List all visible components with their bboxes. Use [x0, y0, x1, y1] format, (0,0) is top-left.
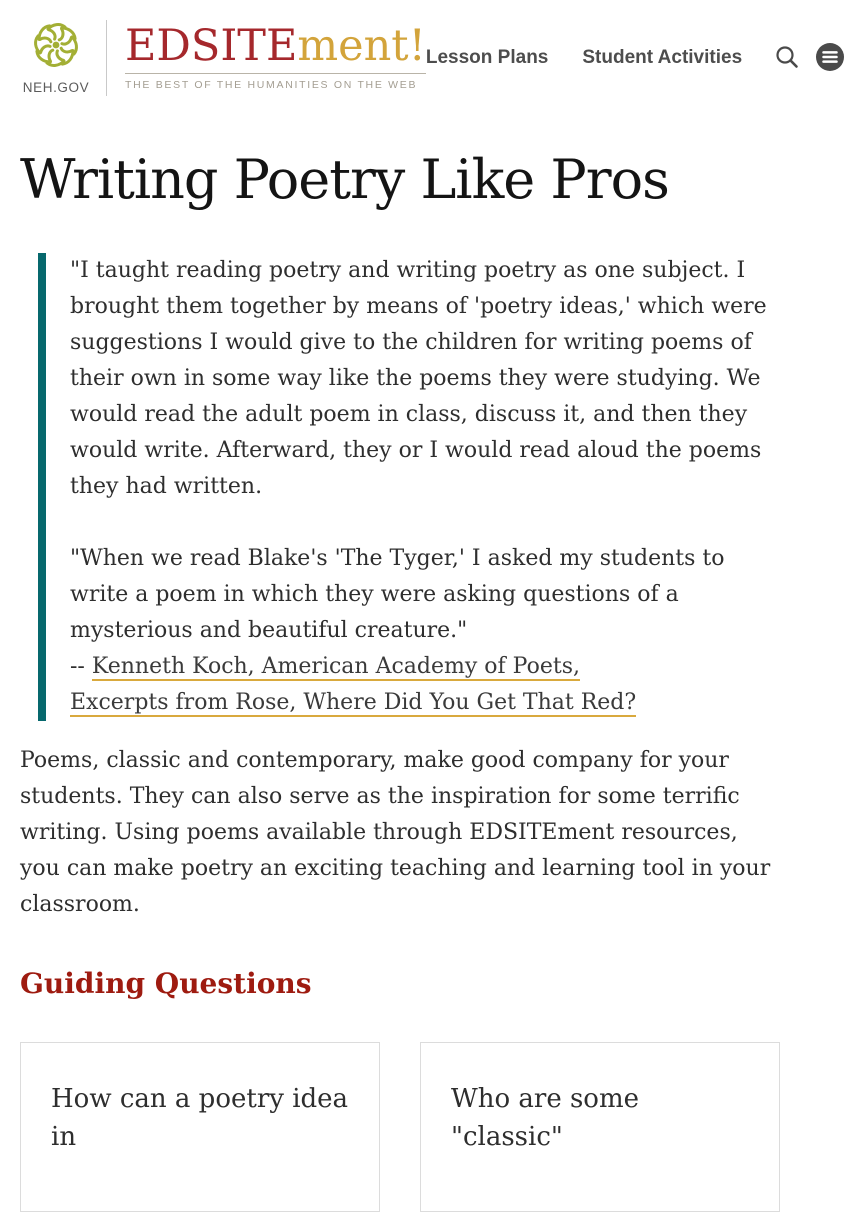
- wordmark-secondary: ment!: [297, 21, 426, 71]
- nav-link-student-activities[interactable]: Student Activities: [582, 47, 743, 68]
- attribution-line-2: [70, 685, 770, 721]
- guiding-question-cards: [20, 1042, 780, 1212]
- search-icon: [774, 44, 800, 73]
- page-title: Writing Poetry Like Pros: [20, 148, 669, 211]
- intro-paragraph: Poems, classic and contemporary, make good company for your students. They can also serve as the inspiration for some terrific writing. Using poems available through EDSITEment resources, you can make poetry an exciting teaching and learning tool in your classroom.: [20, 748, 771, 918]
- header-divider: [106, 20, 107, 96]
- edsitement-wordmark: [125, 21, 426, 74]
- excerpts-rose-link[interactable]: Excerpts from Rose, Where Did You Get That Red?: [70, 690, 637, 716]
- menu-button[interactable]: [816, 43, 844, 74]
- neh-gov-logo-link[interactable]: [20, 21, 92, 95]
- guiding-question-card-2[interactable]: [420, 1042, 780, 1212]
- attribution-prefix: --: [70, 654, 92, 680]
- hamburger-menu-icon: [816, 43, 844, 74]
- search-button[interactable]: [774, 44, 800, 73]
- site-header: [0, 0, 800, 110]
- quote-paragraph-1: "I taught reading poetry and writing poetry as one subject. I brought them together by means of 'poetry ideas,' which were suggestions I would give to the children for writing poems of their own in some way like the poems they were studying. We would read the adult poem in class, discuss it, and then they would write. Afterward, they or I would read aloud the poems they had written.: [70, 258, 767, 500]
- edsitement-logo-link[interactable]: [125, 21, 426, 91]
- koch-blockquote: [38, 253, 770, 721]
- guiding-question-text-2: Who are some "classic": [451, 1084, 640, 1153]
- neh-rosette-icon: [32, 21, 80, 73]
- main-nav: [426, 47, 742, 69]
- quote-paragraph-2: "When we read Blake's 'The Tyger,' I asked my students to write a poem in which they were asking questions of a mysterious and beautiful creature.": [70, 546, 725, 644]
- guiding-questions-heading: Guiding Questions: [20, 967, 312, 1001]
- nav-link-lesson-plans[interactable]: Lesson Plans: [425, 47, 549, 68]
- attribution-line-1: [70, 649, 770, 685]
- kenneth-koch-link[interactable]: Kenneth Koch, American Academy of Poets,: [91, 654, 580, 680]
- guiding-question-text-1: How can a poetry idea in: [51, 1084, 349, 1153]
- wordmark-primary: EDSITE: [125, 21, 298, 71]
- guiding-question-card-1[interactable]: [20, 1042, 380, 1212]
- site-tagline: THE BEST OF THE HUMANITIES ON THE WEB: [125, 79, 418, 91]
- neh-gov-label: NEH.GOV: [22, 80, 90, 95]
- main-content: [0, 150, 800, 1212]
